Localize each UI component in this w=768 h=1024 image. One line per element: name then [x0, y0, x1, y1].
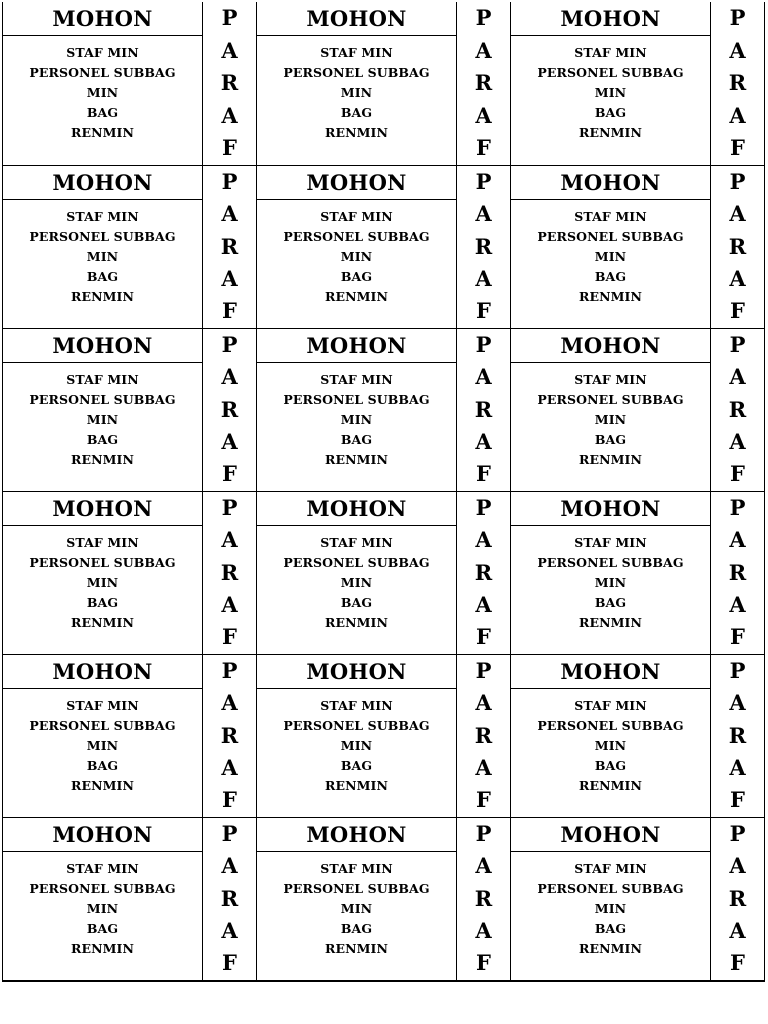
paraf-column [711, 818, 764, 980]
recipient-line: STAF MIN [66, 372, 139, 387]
recipient-line: STAF MIN [320, 372, 393, 387]
paraf-card [3, 654, 257, 817]
paraf-letter: A [729, 853, 746, 879]
recipient-line: RENMIN [578, 941, 643, 956]
request-panel [511, 2, 711, 165]
paraf-letter: P [475, 169, 492, 194]
paraf-card [3, 491, 257, 654]
recipient-list [257, 526, 456, 633]
paraf-letter: A [729, 527, 746, 553]
recipient-line: BAG [340, 432, 373, 447]
recipient-list [511, 689, 710, 796]
paraf-letter: P [729, 495, 746, 520]
recipient-line: BAG [340, 105, 373, 120]
paraf-letter: A [729, 591, 746, 617]
request-panel [511, 655, 711, 817]
request-title: MOHON [257, 2, 456, 36]
request-title: MOHON [257, 818, 456, 852]
paraf-letter: R [474, 722, 493, 748]
paraf-column [711, 2, 764, 165]
recipient-list [3, 200, 202, 307]
recipient-line: RENMIN [324, 289, 389, 304]
recipient-list [3, 689, 202, 796]
recipient-line: MIN [594, 738, 627, 753]
recipient-line: MIN [594, 412, 627, 427]
recipient-line: MIN [340, 575, 373, 590]
paraf-letter: F [730, 461, 745, 486]
request-title: MOHON [257, 492, 456, 526]
paraf-letter: F [476, 950, 491, 975]
request-title: MOHON [257, 655, 456, 689]
paraf-letter: P [475, 495, 492, 520]
recipient-line: STAF MIN [574, 698, 647, 713]
paraf-letter: A [475, 853, 492, 879]
paraf-card [3, 2, 257, 165]
paraf-column [457, 818, 510, 980]
paraf-letter: F [222, 135, 237, 160]
request-title: MOHON [511, 166, 710, 200]
request-panel [511, 329, 711, 491]
recipient-list [257, 36, 456, 143]
recipient-line: STAF MIN [574, 372, 647, 387]
request-title: MOHON [257, 329, 456, 363]
paraf-letter: P [475, 658, 492, 683]
recipient-list [257, 200, 456, 307]
recipient-line: BAG [86, 269, 119, 284]
paraf-column [203, 2, 256, 165]
request-panel [3, 166, 203, 328]
paraf-letter: P [475, 5, 492, 30]
request-title: MOHON [3, 2, 202, 36]
paraf-letter: R [728, 722, 747, 748]
request-title: MOHON [3, 655, 202, 689]
request-title: MOHON [3, 166, 202, 200]
paraf-column [203, 329, 256, 491]
recipient-line: RENMIN [70, 452, 135, 467]
paraf-letter: A [729, 364, 746, 390]
recipient-list [511, 36, 710, 143]
paraf-column [457, 329, 510, 491]
recipient-list [3, 526, 202, 633]
recipient-line: MIN [86, 85, 119, 100]
paraf-letter: F [222, 787, 237, 812]
recipient-list [257, 689, 456, 796]
request-panel [3, 329, 203, 491]
paraf-column [457, 2, 510, 165]
request-panel [3, 2, 203, 165]
paraf-card [257, 654, 511, 817]
paraf-letter: F [730, 135, 745, 160]
recipient-line: RENMIN [70, 941, 135, 956]
recipient-line: PERSONEL SUBBAG [29, 555, 176, 570]
paraf-card [257, 817, 511, 980]
recipient-line: STAF MIN [66, 535, 139, 550]
recipient-line: PERSONEL SUBBAG [29, 392, 176, 407]
recipient-line: BAG [594, 269, 627, 284]
paraf-column [203, 492, 256, 654]
recipient-line: PERSONEL SUBBAG [283, 392, 430, 407]
recipient-line: MIN [594, 901, 627, 916]
recipient-line: RENMIN [578, 125, 643, 140]
request-panel [257, 492, 457, 654]
paraf-card [257, 491, 511, 654]
request-panel [511, 492, 711, 654]
recipient-line: STAF MIN [66, 698, 139, 713]
recipient-line: PERSONEL SUBBAG [29, 718, 176, 733]
paraf-column [457, 492, 510, 654]
recipient-line: STAF MIN [574, 45, 647, 60]
paraf-letter: A [221, 754, 238, 780]
recipient-line: PERSONEL SUBBAG [29, 65, 176, 80]
recipient-line: MIN [340, 738, 373, 753]
paraf-letter: A [729, 201, 746, 227]
recipient-line: PERSONEL SUBBAG [283, 229, 430, 244]
paraf-letter: P [729, 169, 746, 194]
paraf-letter: R [474, 885, 493, 911]
recipient-line: PERSONEL SUBBAG [537, 555, 684, 570]
paraf-letter: R [474, 70, 493, 95]
paraf-card [511, 491, 765, 654]
recipient-line: RENMIN [324, 125, 389, 140]
paraf-letter: P [729, 821, 746, 846]
request-panel [511, 166, 711, 328]
paraf-letter: A [729, 754, 746, 780]
paraf-letter: A [475, 591, 492, 617]
paraf-letter: P [475, 332, 492, 357]
paraf-column [711, 492, 764, 654]
recipient-line: PERSONEL SUBBAG [283, 65, 430, 80]
paraf-letter: R [728, 233, 747, 259]
paraf-letter: A [475, 917, 492, 943]
recipient-line: RENMIN [578, 615, 643, 630]
paraf-letter: P [221, 658, 238, 683]
request-title: MOHON [511, 492, 710, 526]
paraf-letter: A [221, 102, 238, 128]
paraf-letter: A [475, 201, 492, 227]
paraf-column [203, 818, 256, 980]
paraf-letter: A [475, 37, 492, 63]
paraf-letter: R [220, 233, 239, 259]
recipient-line: BAG [340, 595, 373, 610]
recipient-line: RENMIN [70, 289, 135, 304]
recipient-line: PERSONEL SUBBAG [283, 555, 430, 570]
recipient-line: MIN [86, 412, 119, 427]
paraf-card [511, 165, 765, 328]
paraf-card [511, 2, 765, 165]
recipient-list [511, 200, 710, 307]
recipient-line: RENMIN [578, 452, 643, 467]
recipient-line: STAF MIN [320, 861, 393, 876]
recipient-line: MIN [86, 575, 119, 590]
recipient-line: MIN [86, 738, 119, 753]
paraf-card [3, 165, 257, 328]
paraf-letter: F [730, 624, 745, 649]
paraf-letter: A [221, 591, 238, 617]
paraf-column [711, 166, 764, 328]
paraf-letter: A [221, 428, 238, 454]
paraf-letter: A [221, 853, 238, 879]
recipient-line: STAF MIN [320, 209, 393, 224]
paraf-letter: P [729, 332, 746, 357]
recipient-line: RENMIN [70, 778, 135, 793]
paraf-letter: P [475, 821, 492, 846]
paraf-card [511, 654, 765, 817]
paraf-letter: P [221, 169, 238, 194]
paraf-letter: R [220, 722, 239, 748]
paraf-card [511, 817, 765, 980]
paraf-letter: P [221, 821, 238, 846]
recipient-line: STAF MIN [320, 535, 393, 550]
recipient-line: RENMIN [324, 778, 389, 793]
request-title: MOHON [511, 818, 710, 852]
paraf-letter: P [221, 332, 238, 357]
paraf-letter: F [222, 461, 237, 486]
recipient-line: RENMIN [578, 289, 643, 304]
paraf-label-sheet [2, 2, 765, 982]
recipient-line: PERSONEL SUBBAG [283, 718, 430, 733]
recipient-line: BAG [594, 921, 627, 936]
paraf-letter: F [730, 298, 745, 323]
request-panel [257, 166, 457, 328]
recipient-list [257, 363, 456, 470]
request-panel [257, 818, 457, 980]
paraf-card [3, 817, 257, 980]
recipient-list [511, 526, 710, 633]
paraf-letter: A [221, 37, 238, 63]
paraf-letter: A [475, 364, 492, 390]
recipient-list [3, 363, 202, 470]
paraf-column [203, 655, 256, 817]
recipient-line: BAG [86, 758, 119, 773]
paraf-letter: R [728, 396, 747, 422]
recipient-line: RENMIN [324, 452, 389, 467]
paraf-letter: P [221, 5, 238, 30]
paraf-letter: F [222, 298, 237, 323]
recipient-line: MIN [340, 412, 373, 427]
recipient-list [3, 852, 202, 959]
recipient-line: RENMIN [324, 941, 389, 956]
paraf-letter: A [729, 428, 746, 454]
paraf-letter: F [476, 787, 491, 812]
paraf-letter: R [474, 396, 493, 422]
paraf-letter: F [476, 298, 491, 323]
recipient-line: BAG [86, 921, 119, 936]
paraf-column [457, 655, 510, 817]
paraf-card [511, 328, 765, 491]
recipient-list [511, 363, 710, 470]
paraf-letter: A [729, 37, 746, 63]
paraf-letter: A [221, 917, 238, 943]
paraf-letter: A [221, 364, 238, 390]
request-panel [257, 2, 457, 165]
recipient-line: BAG [340, 758, 373, 773]
recipient-line: BAG [86, 432, 119, 447]
request-title: MOHON [3, 329, 202, 363]
recipient-line: PERSONEL SUBBAG [283, 881, 430, 896]
recipient-list [257, 852, 456, 959]
recipient-line: BAG [86, 105, 119, 120]
paraf-letter: A [729, 102, 746, 128]
recipient-line: STAF MIN [66, 45, 139, 60]
request-title: MOHON [511, 329, 710, 363]
paraf-letter: F [476, 461, 491, 486]
paraf-letter: F [730, 787, 745, 812]
paraf-letter: P [729, 658, 746, 683]
paraf-letter: A [729, 265, 746, 291]
recipient-line: PERSONEL SUBBAG [537, 881, 684, 896]
paraf-letter: A [475, 102, 492, 128]
paraf-letter: R [474, 233, 493, 259]
paraf-letter: A [221, 690, 238, 716]
recipient-line: BAG [86, 595, 119, 610]
recipient-line: RENMIN [70, 125, 135, 140]
paraf-card [3, 328, 257, 491]
recipient-line: BAG [340, 269, 373, 284]
recipient-line: BAG [340, 921, 373, 936]
recipient-line: STAF MIN [320, 698, 393, 713]
recipient-line: PERSONEL SUBBAG [537, 65, 684, 80]
recipient-list [3, 36, 202, 143]
recipient-line: MIN [340, 901, 373, 916]
recipient-line: RENMIN [324, 615, 389, 630]
recipient-line: STAF MIN [66, 209, 139, 224]
recipient-line: MIN [86, 901, 119, 916]
recipient-line: STAF MIN [574, 535, 647, 550]
paraf-letter: P [221, 495, 238, 520]
recipient-line: STAF MIN [320, 45, 393, 60]
paraf-letter: F [222, 950, 237, 975]
request-panel [257, 655, 457, 817]
paraf-column [457, 166, 510, 328]
paraf-letter: A [729, 917, 746, 943]
paraf-letter: F [476, 135, 491, 160]
paraf-letter: R [728, 885, 747, 911]
recipient-line: PERSONEL SUBBAG [29, 229, 176, 244]
paraf-letter: F [476, 624, 491, 649]
paraf-column [711, 329, 764, 491]
request-title: MOHON [511, 655, 710, 689]
recipient-line: MIN [340, 85, 373, 100]
paraf-letter: R [474, 559, 493, 585]
recipient-line: BAG [594, 105, 627, 120]
paraf-column [203, 166, 256, 328]
recipient-line: PERSONEL SUBBAG [537, 392, 684, 407]
recipient-line: STAF MIN [574, 209, 647, 224]
request-title: MOHON [511, 2, 710, 36]
recipient-line: PERSONEL SUBBAG [537, 718, 684, 733]
paraf-card [257, 328, 511, 491]
paraf-letter: A [475, 690, 492, 716]
request-panel [3, 492, 203, 654]
paraf-letter: A [729, 690, 746, 716]
recipient-line: STAF MIN [66, 861, 139, 876]
paraf-letter: A [475, 754, 492, 780]
recipient-line: BAG [594, 758, 627, 773]
request-panel [511, 818, 711, 980]
recipient-line: PERSONEL SUBBAG [537, 229, 684, 244]
paraf-card [257, 165, 511, 328]
request-panel [3, 818, 203, 980]
paraf-letter: R [728, 559, 747, 585]
recipient-line: MIN [594, 249, 627, 264]
recipient-line: STAF MIN [574, 861, 647, 876]
paraf-letter: A [221, 201, 238, 227]
recipient-line: MIN [594, 85, 627, 100]
recipient-line: BAG [594, 432, 627, 447]
paraf-letter: F [730, 950, 745, 975]
paraf-column [711, 655, 764, 817]
request-title: MOHON [3, 492, 202, 526]
request-panel [257, 329, 457, 491]
paraf-letter: R [728, 70, 747, 95]
recipient-line: RENMIN [70, 615, 135, 630]
recipient-line: MIN [86, 249, 119, 264]
paraf-letter: A [475, 527, 492, 553]
paraf-letter: R [220, 396, 239, 422]
recipient-line: MIN [340, 249, 373, 264]
paraf-letter: A [221, 265, 238, 291]
request-title: MOHON [257, 166, 456, 200]
recipient-line: PERSONEL SUBBAG [29, 881, 176, 896]
paraf-letter: R [220, 70, 239, 95]
paraf-letter: R [220, 885, 239, 911]
recipient-line: BAG [594, 595, 627, 610]
paraf-letter: A [475, 428, 492, 454]
recipient-line: MIN [594, 575, 627, 590]
paraf-card [257, 2, 511, 165]
request-panel [3, 655, 203, 817]
paraf-letter: A [221, 527, 238, 553]
recipient-list [511, 852, 710, 959]
paraf-letter: F [222, 624, 237, 649]
paraf-letter: A [475, 265, 492, 291]
recipient-line: RENMIN [578, 778, 643, 793]
paraf-letter: R [220, 559, 239, 585]
request-title: MOHON [3, 818, 202, 852]
paraf-letter: P [729, 5, 746, 30]
